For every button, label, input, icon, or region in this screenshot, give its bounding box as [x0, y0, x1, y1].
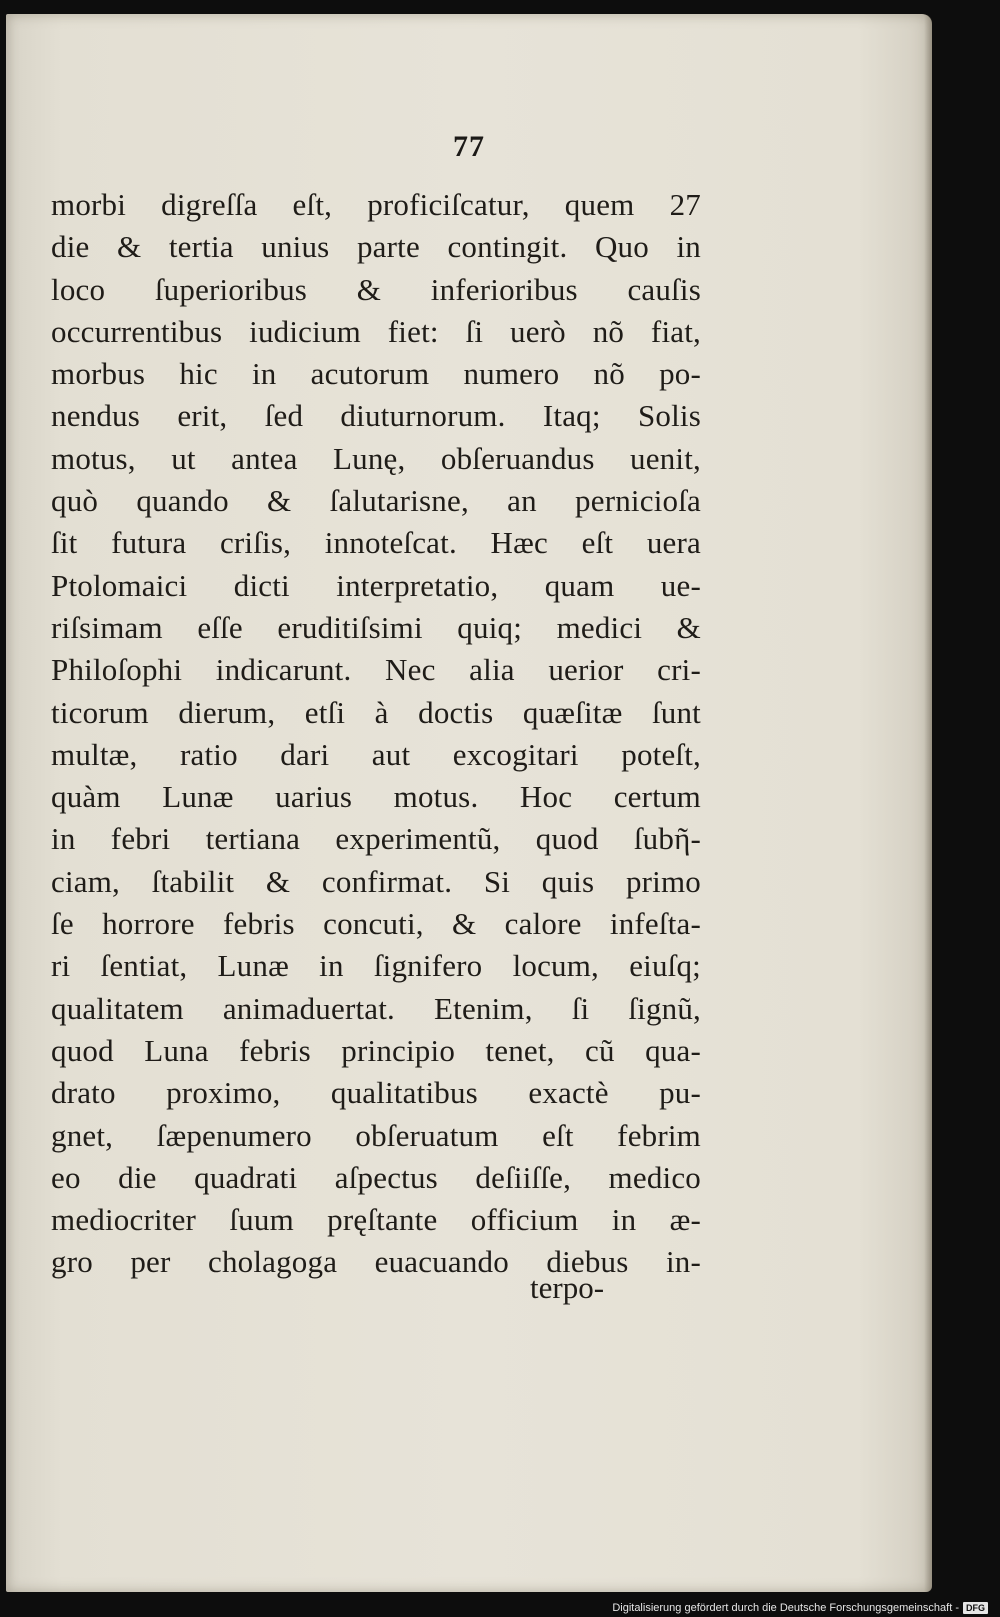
text-line: morbus hic in acutorum numero nõ po- [51, 356, 701, 392]
book-page [6, 14, 932, 1592]
text-line: ſe horrore febris concuti, & calore infeſta- [51, 906, 701, 942]
text-line: Philoſophi indicarunt. Nec alia uerior cri- [51, 652, 701, 688]
text-line: morbi digreſſa eſt, proficiſcatur, quem 27 [51, 187, 701, 222]
text-line: drato proximo, qualitatibus exactè pu- [51, 1075, 701, 1111]
text-line: nendus erit, ſed diuturnorum. Itaq; Solis [51, 398, 701, 434]
text-line: quàm Lunæ uarius motus. Hoc certum [51, 779, 701, 815]
text-line: mediocriter ſuum pręſtante officium in æ- [51, 1202, 701, 1238]
text-line: multæ, ratio dari aut excogitari poteſt, [51, 736, 701, 772]
dfg-logo: DFG [963, 1602, 988, 1614]
body-text [51, 184, 701, 1284]
text-line: occurrentibus iudicium fiet: ſi uerò nõ fiat, [51, 313, 701, 349]
text-line: in febri tertiana experimentũ, quod ſubῆ- [51, 821, 701, 857]
text-line: gro per cholagoga euacuando diebus in- [51, 1244, 701, 1280]
text-line: ciam, ſtabilit & confirmat. Si quis primo [51, 863, 701, 899]
digitization-credit [612, 1600, 988, 1616]
text-line: motus, ut antea Lunę, obſeruandus uenit, [51, 440, 701, 476]
text-line: Ptolomaici dicti interpretatio, quam ue- [51, 567, 701, 603]
text-line: qualitatem animaduertat. Etenim, ſi ſignũ, [51, 990, 701, 1026]
text-line: gnet, ſæpenumero obſeruatum eſt febrim [51, 1117, 701, 1153]
page-number: 77 [453, 130, 485, 163]
catchword: terpo- [530, 1270, 605, 1305]
text-line: die & tertia unius parte contingit. Quo in [51, 229, 701, 265]
text-line: quod Luna febris principio tenet, cũ qua- [51, 1032, 701, 1068]
text-line: ſit futura criſis, innoteſcat. Hæc eſt uera [51, 525, 701, 561]
text-line: loco ſuperioribus & inferioribus cauſis [51, 271, 701, 307]
text-line: riſsimam eſſe eruditiſsimi quiq; medici & [51, 609, 701, 645]
page-edge [924, 14, 932, 1592]
text-line: ri ſentiat, Lunæ in ſignifero locum, eiuſq; [51, 948, 701, 984]
text-line: eo die quadrati aſpectus deſiiſſe, medico [51, 1159, 701, 1195]
text-line: quò quando & ſalutarisne, an pernicioſa [51, 483, 701, 519]
text-line: ticorum dierum, etſi à doctis quæſitæ ſunt [51, 694, 701, 730]
credit-text: Digitalisierung gefördert durch die Deutsche Forschungsgemeinschaft - [612, 1602, 959, 1614]
